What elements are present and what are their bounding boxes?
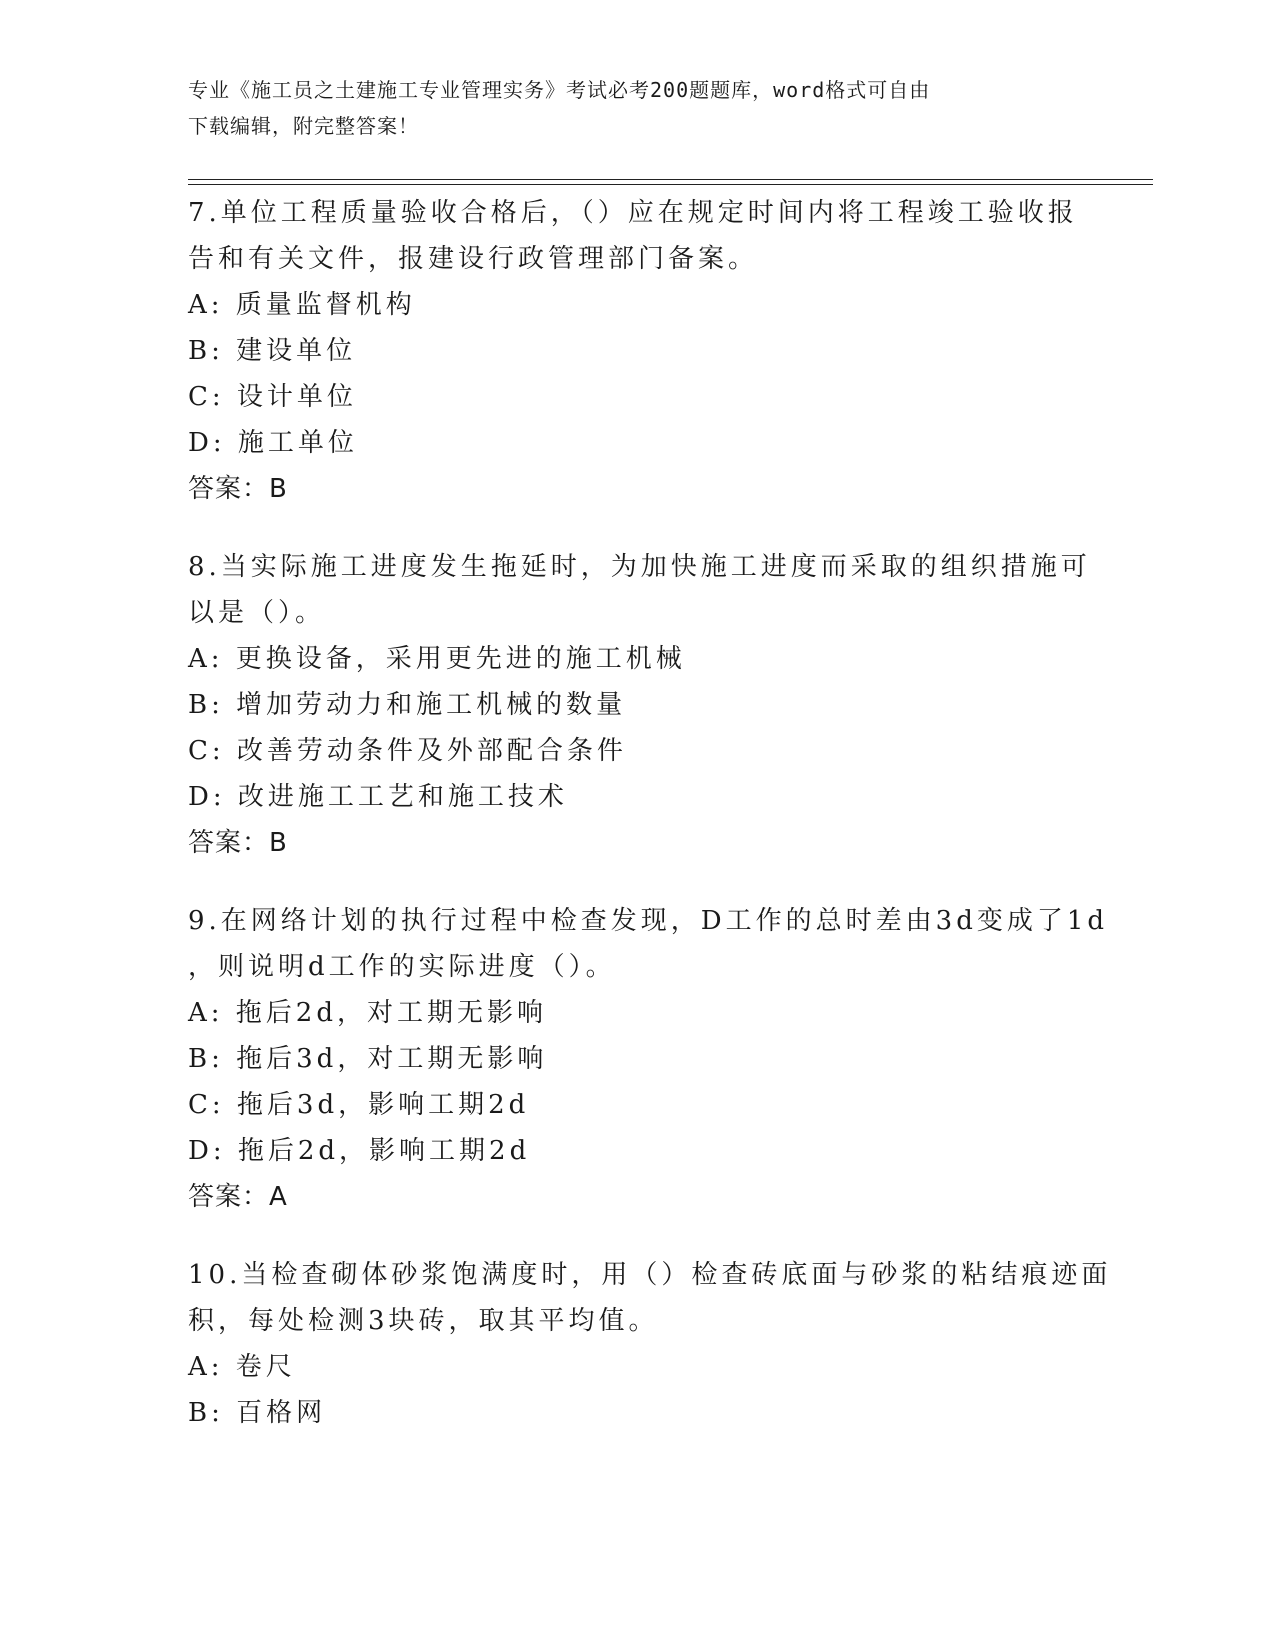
option-d: D: 改进施工工艺和施工技术	[188, 782, 568, 812]
question-stem-line: 7.单位工程质量验收合格后，（）应在规定时间内将工程竣工验收报	[188, 198, 1078, 228]
question-stem	[188, 898, 1109, 990]
option-a: A: 卷尺	[188, 1352, 296, 1382]
answer: 答案：A	[188, 1182, 288, 1212]
option-c: C: 拖后3d，影响工期2d	[188, 1090, 530, 1120]
question-stem	[188, 1252, 1112, 1344]
option-b: B: 增加劳动力和施工机械的数量	[188, 690, 627, 720]
option-c: C: 改善劳动条件及外部配合条件	[188, 736, 627, 766]
question-7	[188, 190, 1088, 512]
option-b: B: 拖后3d，对工期无影响	[188, 1044, 548, 1074]
question-stem-line: 积，每处检测3块砖，取其平均值。	[188, 1306, 659, 1336]
question-stem-line: 9.在网络计划的执行过程中检查发现，D工作的总时差由3d变成了1d	[188, 906, 1109, 936]
question-list	[188, 190, 1112, 1468]
document-header	[188, 72, 1088, 144]
header-line-2: 下载编辑，附完整答案！	[188, 114, 419, 138]
question-8	[188, 544, 1091, 866]
option-d: D: 施工单位	[188, 428, 358, 458]
answer: 答案：B	[188, 828, 288, 858]
question-stem-line: 8.当实际施工进度发生拖延时，为加快施工进度而采取的组织措施可	[188, 552, 1091, 582]
option-c: C: 设计单位	[188, 382, 357, 412]
question-stem	[188, 544, 1091, 636]
option-d: D: 拖后2d，影响工期2d	[188, 1136, 531, 1166]
question-stem-line: 告和有关文件，报建设行政管理部门备案。	[188, 244, 759, 274]
option-b: B: 百格网	[188, 1398, 327, 1428]
option-a: A: 更换设备，采用更先进的施工机械	[188, 644, 686, 674]
option-a: A: 拖后2d，对工期无影响	[188, 998, 547, 1028]
header-line-1: 专业《施工员之土建施工专业管理实务》考试必考200题题库，word格式可自由	[188, 78, 931, 102]
question-stem-line: 以是（）。	[188, 598, 326, 628]
question-9	[188, 898, 1109, 1220]
option-b: B: 建设单位	[188, 336, 357, 366]
question-stem-line: ，则说明d工作的实际进度（）。	[188, 952, 616, 982]
question-stem-line: 10.当检查砌体砂浆饱满度时，用（）检查砖底面与砂浆的粘结痕迹面	[188, 1260, 1112, 1290]
question-10	[188, 1252, 1112, 1436]
question-stem	[188, 190, 1088, 282]
header-divider-bottom	[188, 184, 1153, 185]
option-a: A: 质量监督机构	[188, 290, 416, 320]
header-divider-top	[188, 179, 1153, 180]
answer: 答案：B	[188, 474, 288, 504]
